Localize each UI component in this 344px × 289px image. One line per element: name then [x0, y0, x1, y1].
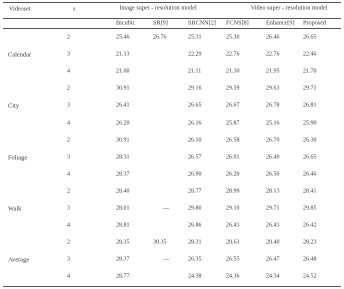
scale-cell: 3: [67, 102, 70, 109]
scale-cell: 2: [67, 85, 70, 92]
value-cell: 21.11: [188, 68, 202, 75]
group-header-image: Image super - resolution model: [119, 4, 197, 12]
videoset-name: Foliage: [8, 154, 28, 162]
column-header: Bicubic: [116, 19, 136, 27]
top-rule: [3, 2, 341, 3]
value-cell: 26.41: [116, 102, 130, 109]
column-header: FCNS[8]: [226, 19, 249, 27]
value-cell: 26.65: [188, 102, 202, 109]
value-cell: 26.81: [303, 102, 317, 109]
value-cell: 21.30: [226, 68, 240, 75]
value-cell: 26.78: [266, 102, 280, 109]
scale-cell: 3: [67, 256, 70, 263]
value-cell: 26.35: [188, 256, 202, 263]
value-cell: 29.80: [188, 205, 202, 212]
value-cell: 30.91: [116, 85, 130, 92]
value-cell: 26.30: [303, 137, 317, 144]
value-cell: 28.40: [266, 239, 280, 246]
value-cell: 28.13: [266, 188, 280, 195]
value-cell: 30.91: [116, 137, 130, 144]
value-cell: 28.31: [188, 239, 202, 246]
value-cell: 26.50: [266, 171, 280, 178]
value-cell: 29.59: [226, 85, 240, 92]
scale-cell: 4: [67, 120, 70, 126]
value-cell: 26.43: [266, 222, 280, 229]
value-cell: 26.01: [226, 154, 240, 161]
value-cell: 24.38: [188, 273, 202, 280]
value-cell: 24.36: [226, 273, 240, 280]
value-cell: 28.37: [116, 256, 130, 263]
value-cell: 25.90: [303, 120, 317, 126]
value-cell: 24.34: [266, 273, 280, 280]
value-cell: 25.46: [116, 34, 130, 41]
value-cell: 26.65: [303, 34, 317, 41]
value-cell: 22.76: [266, 51, 280, 58]
scale-cell: 3: [67, 51, 70, 58]
value-cell: 21.00: [116, 68, 130, 75]
value-cell: 25.87: [226, 120, 240, 126]
value-cell: 30.35: [153, 239, 167, 246]
value-cell: 28.37: [116, 171, 130, 178]
value-cell: 28.23: [303, 239, 317, 246]
value-cell: 28.40: [116, 188, 130, 195]
value-cell: 22.29: [188, 51, 202, 58]
value-cell: 21.33: [116, 51, 130, 58]
value-cell: 22.46: [303, 51, 317, 58]
value-cell: 29.71: [303, 85, 317, 92]
scale-cell: 2: [67, 34, 70, 41]
value-cell: 26.20: [116, 120, 130, 126]
value-cell: 26.46: [303, 171, 317, 178]
value-cell: 26.16: [188, 120, 202, 126]
value-cell: 26.20: [226, 171, 240, 178]
scale-cell: 4: [67, 222, 70, 229]
column-header: SRCNN[2]: [188, 19, 216, 27]
value-cell: 21.70: [303, 68, 317, 75]
videoset-name: Walk: [8, 205, 22, 213]
group-header-video: Video super - resolution model: [250, 4, 328, 12]
value-cell: 26.67: [226, 102, 240, 109]
value-cell: 25.31: [188, 34, 202, 41]
value-cell: 29.10: [226, 205, 240, 212]
value-cell: 28.31: [116, 154, 130, 161]
header-videoset: Videoset: [9, 5, 31, 13]
value-cell: 25.30: [226, 34, 240, 41]
value-cell: 26.90: [188, 171, 202, 178]
scale-cell: 4: [67, 171, 70, 178]
value-cell: 28.77: [188, 188, 202, 195]
column-header: SR[9]: [153, 19, 168, 27]
value-cell: 26.42: [303, 222, 317, 229]
value-cell: 26.65: [303, 154, 317, 161]
group-divider-left: [3, 18, 341, 19]
value-cell: 22.76: [226, 51, 240, 58]
column-header: Enhance[9]: [266, 19, 295, 27]
value-cell: 21.95: [266, 68, 280, 75]
value-cell: 26.58: [226, 137, 240, 144]
value-cell: 28.01: [116, 205, 130, 212]
videoset-name: City: [8, 102, 20, 110]
header-rule: [3, 28, 341, 29]
scale-cell: 4: [67, 68, 70, 75]
value-cell: 28.35: [116, 239, 130, 246]
value-cell: 29.71: [266, 205, 280, 212]
value-cell: 26.10: [188, 137, 202, 144]
value-cell: 26.86: [188, 222, 202, 229]
value-cell: 26.46: [266, 34, 280, 41]
scale-cell: 2: [67, 188, 70, 195]
value-cell: 29.85: [303, 205, 317, 212]
value-cell: 28.99: [226, 188, 240, 195]
scale-cell: 2: [67, 137, 70, 144]
value-cell: 24.52: [303, 273, 317, 280]
value-cell: 28.63: [226, 239, 240, 246]
value-cell: 26.43: [226, 222, 240, 229]
scale-cell: 4: [67, 273, 70, 280]
value-cell: 26.55: [226, 256, 240, 263]
value-cell: 26.70: [266, 137, 280, 144]
value-cell: 28.81: [116, 222, 130, 229]
bottom-rule: [3, 286, 341, 287]
value-cell: 28.77: [116, 273, 130, 280]
value-cell: 25.16: [266, 120, 280, 126]
value-cell: 26.47: [266, 256, 280, 263]
scale-cell: 2: [67, 239, 70, 246]
videoset-name: Calendar: [8, 51, 32, 59]
header-scale: s: [73, 5, 76, 13]
scale-cell: 3: [67, 154, 70, 161]
value-cell: —: [163, 205, 169, 212]
value-cell: 29.63: [266, 85, 280, 92]
videoset-name: Average: [8, 256, 30, 264]
scale-cell: 3: [67, 205, 70, 212]
value-cell: 29.16: [188, 85, 202, 92]
value-cell: 26.49: [266, 154, 280, 161]
value-cell: 26.76: [153, 34, 167, 41]
value-cell: 28.41: [303, 188, 317, 195]
column-header: Proposed: [303, 19, 327, 27]
value-cell: 26.48: [303, 256, 317, 263]
value-cell: —: [163, 256, 169, 263]
value-cell: 26.57: [188, 154, 202, 161]
